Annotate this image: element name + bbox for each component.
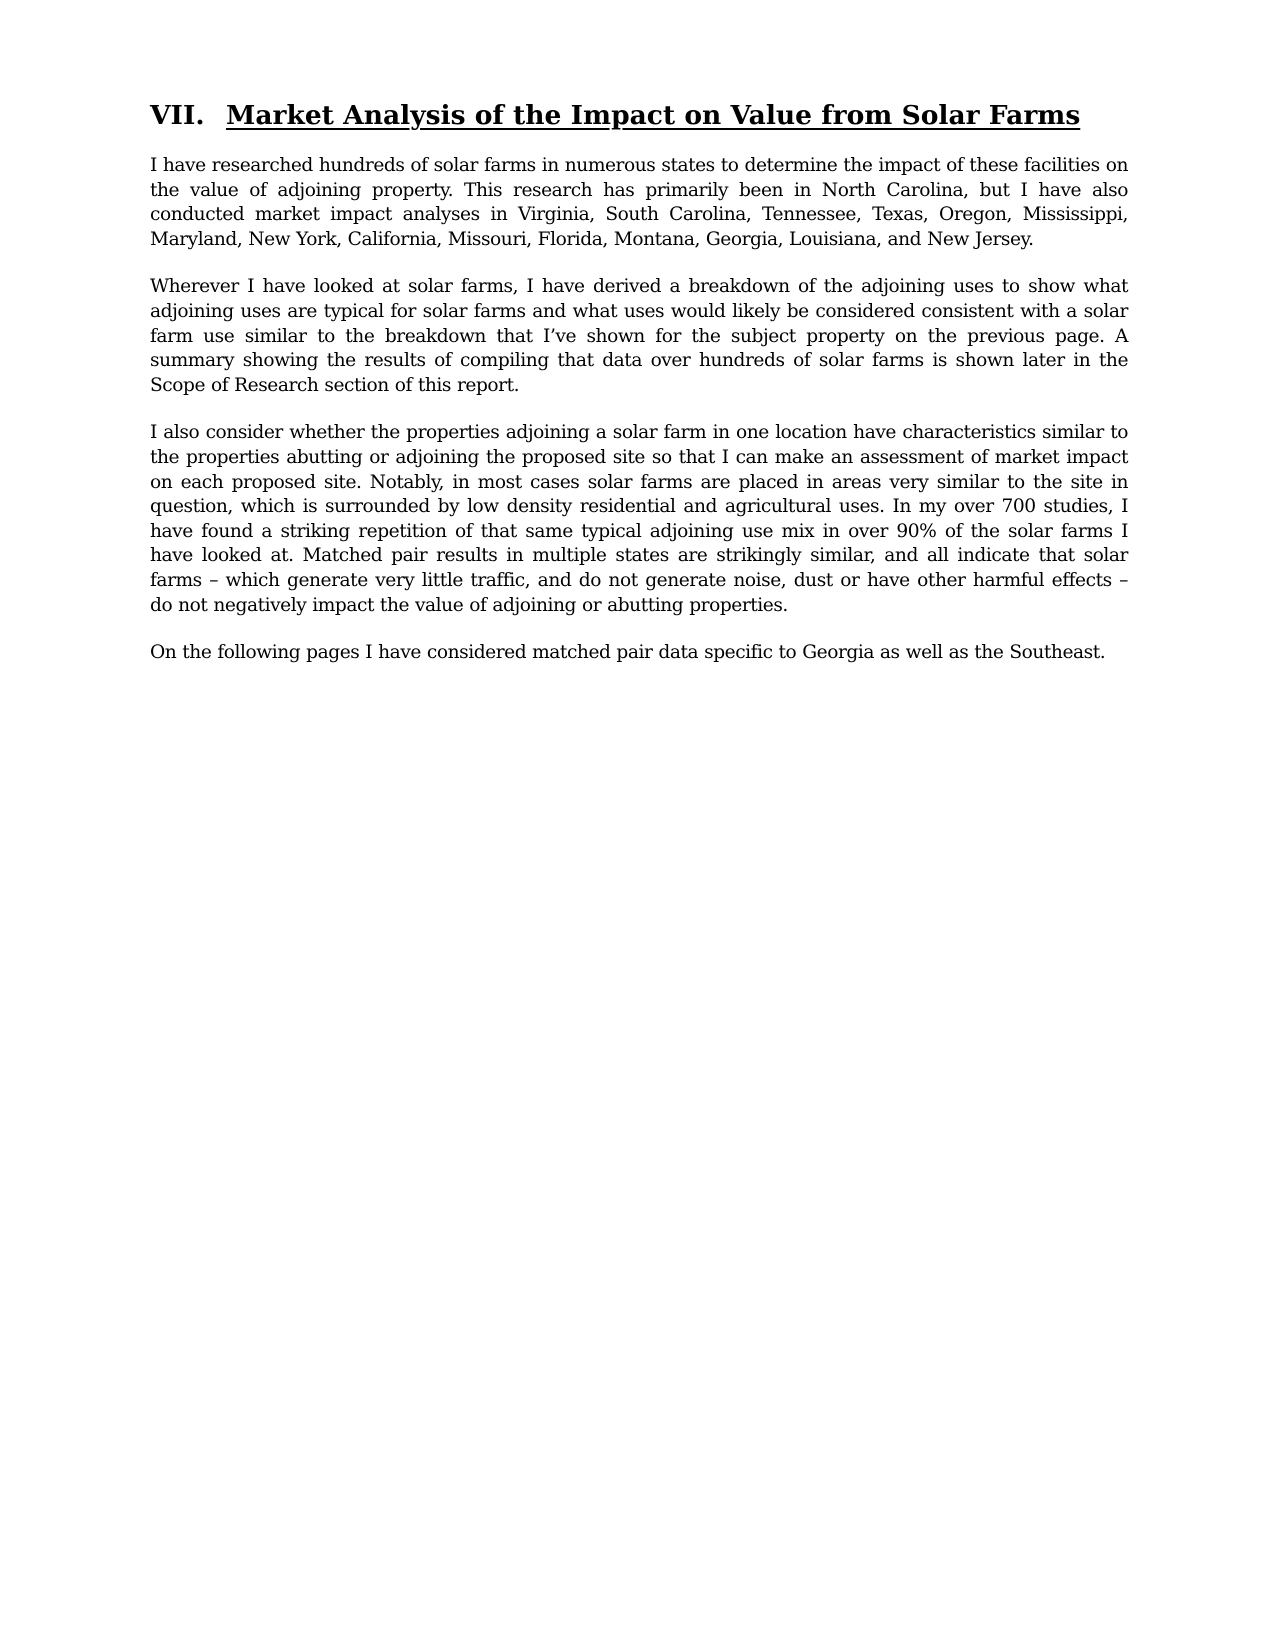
document-page (150, 100, 1128, 689)
paragraph-adjoining-uses: Wherever I have looked at solar farms, I have derived a breakdown of the adjoining uses to show what adjoining uses are typical for solar farms and what uses would likely be considered consistent with a solar farm use similar to the breakdown that I’ve shown for the subject property on the previous page. A summary showing the results of compiling that data over hundreds of solar farms is shown later in the Scope of Research section of this report. (150, 276, 1128, 396)
section-heading (150, 100, 1128, 132)
section-number: VII. (150, 100, 205, 131)
paragraph-research-scope: I have researched hundreds of solar farms in numerous states to determine the impact of these facilities on the value of adjoining property. This research has primarily been in North Carolina, but I have also conducted market impact analyses in Virginia, South Carolina, Tennessee, Texas, Oregon, Mississippi, Maryland, New York, California, Missouri, Florida, Montana, Georgia, Louisiana, and New Jersey. (150, 155, 1128, 250)
section-title: Market Analysis of the Impact on Value from Solar Farms (226, 100, 1081, 131)
paragraph-following-pages: On the following pages I have considered matched pair data specific to Georgia as well as the Southeast. (150, 642, 1106, 664)
paragraph-market-impact: I also consider whether the properties adjoining a solar farm in one location have characteristics similar to the properties abutting or adjoining the proposed site so that I can make an assessment of market impact on each proposed site. Notably, in most cases solar farms are placed in areas very similar to the site in question, which is surrounded by low density residential and agricultural uses. In my over 700 studies, I have found a striking repetition of that same typical adjoining use mix in over 90% of the solar farms I have looked at. Matched pair results in multiple states are strikingly similar, and all indicate that solar farms – which generate very little traffic, and do not generate noise, dust or have other harmful effects – do not negatively impact the value of adjoining or abutting properties. (150, 422, 1128, 616)
